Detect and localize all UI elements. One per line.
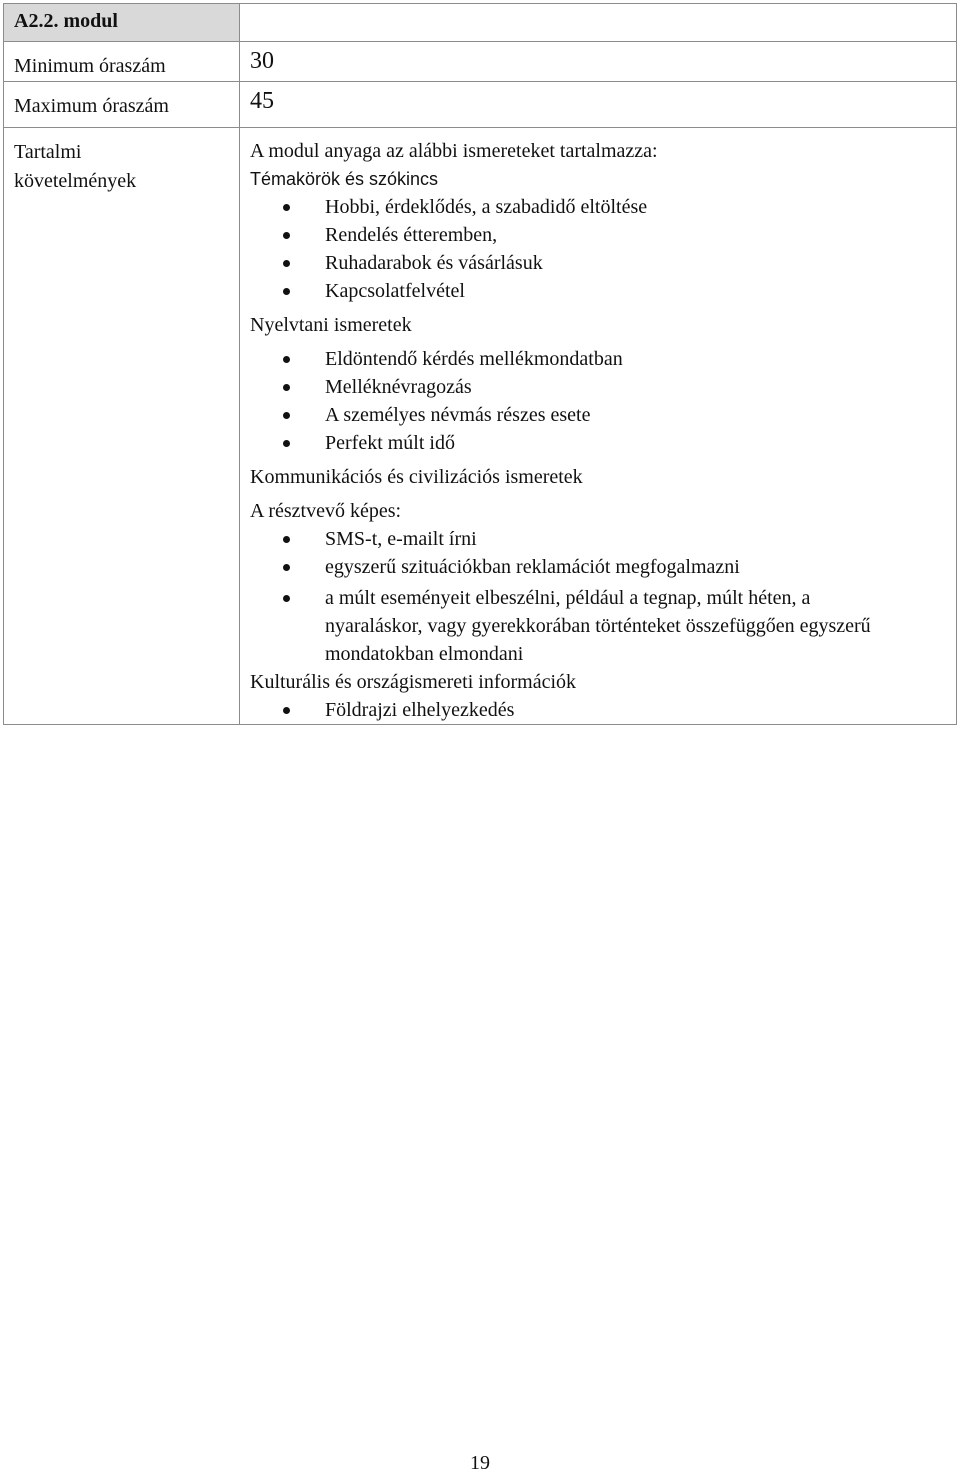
- list-item: Melléknévragozás: [325, 373, 956, 401]
- culture-heading: Kulturális és országismereti információk: [250, 671, 577, 693]
- list-item: Perfekt múlt idő: [325, 429, 956, 457]
- bullet-icon: [283, 204, 290, 211]
- bullet-icon: [283, 595, 290, 602]
- bullet-icon: [283, 232, 290, 239]
- header-empty-cell: [240, 4, 957, 42]
- culture-list: [250, 696, 956, 724]
- bullet-icon: [283, 288, 290, 295]
- bullet-icon: [283, 260, 290, 267]
- skills-list: [250, 525, 956, 668]
- list-item: egyszerű szituációkban reklamációt megfogalmazni: [325, 553, 956, 581]
- list-item: A személyes névmás részes esete: [325, 401, 956, 429]
- bullet-icon: [283, 564, 290, 571]
- grammar-heading: Nyelvtani ismeretek: [250, 314, 412, 336]
- page-number: 19: [470, 1452, 490, 1474]
- content-label-text: Tartalmi követelmények: [14, 141, 137, 192]
- list-item: SMS-t, e-mailt írni: [325, 525, 956, 553]
- min-hours-row: [4, 42, 957, 82]
- content-label: [4, 128, 240, 725]
- bullet-icon: [283, 356, 290, 363]
- bullet-icon: [283, 536, 290, 543]
- bullet-icon: [283, 440, 290, 447]
- content-row: [4, 128, 957, 725]
- module-title: A2.2. modul: [4, 4, 240, 42]
- max-hours-row: [4, 82, 957, 128]
- content-cell: [240, 128, 957, 725]
- list-item: Rendelés étteremben,: [325, 221, 956, 249]
- module-table: [3, 3, 957, 725]
- list-item: Ruhadarabok és vásárlásuk: [325, 249, 956, 277]
- topics-list: [250, 193, 956, 305]
- list-item: Kapcsolatfelvétel: [325, 277, 956, 305]
- communication-heading: Kommunikációs és civilizációs ismeretek: [250, 466, 583, 488]
- max-hours-label: Maximum óraszám: [4, 82, 240, 128]
- list-item: Földrajzi elhelyezkedés: [325, 696, 956, 724]
- content-intro: A modul anyaga az alábbi ismereteket tartalmazza:: [250, 140, 658, 162]
- max-hours-value: 45: [240, 82, 957, 128]
- list-item: a múlt eseményeit elbeszélni, például a tegnap, múlt héten, a nyaraláskor, vagy gyerekkorában történteket összefüggően egyszerű mondatokban elmondani: [325, 584, 956, 668]
- bullet-icon: [283, 707, 290, 714]
- bullet-icon: [283, 384, 290, 391]
- list-item: Hobbi, érdeklődés, a szabadidő eltöltése: [325, 193, 956, 221]
- topics-heading: Témakörök és szókincs: [250, 169, 439, 189]
- grammar-list: [250, 345, 956, 457]
- min-hours-value: 30: [240, 42, 957, 82]
- module-header-row: [4, 4, 957, 42]
- bullet-icon: [283, 412, 290, 419]
- min-hours-label: Minimum óraszám: [4, 42, 240, 82]
- list-item: Eldöntendő kérdés mellékmondatban: [325, 345, 956, 373]
- participant-heading: A résztvevő képes:: [250, 500, 402, 522]
